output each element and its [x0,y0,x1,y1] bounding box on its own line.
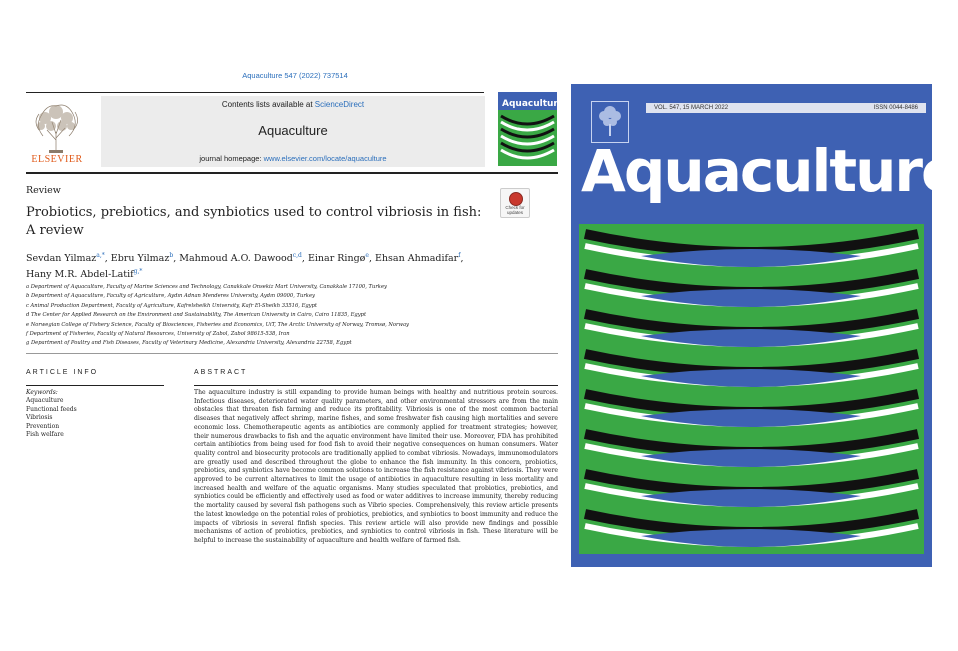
author-name[interactable]: Mahmoud A.O. Dawood [179,253,293,265]
abstract-heading: ABSTRACT [194,369,248,376]
author-name[interactable]: Hany M.R. Abdel-Latif [26,269,134,281]
journal-cover-thumbnail [498,92,564,166]
affiliation-list [26,283,546,349]
keyword: Prevention [26,422,60,430]
cover-title: Aquaculture [581,137,958,205]
affiliation: c Animal Production Department, Faculty of Agriculture, Kafrelsheikh University, Kafr El-Sheikh 33516, Egypt [26,302,318,309]
header-thick-rule [26,172,558,174]
affiliation: d The Center for Applied Research on the Environment and Sustainability, The American University in Cairo, Cairo 11835, Egypt [26,312,367,319]
header-rule [26,92,484,93]
keywords-label: Keywords: [26,389,58,396]
article-info-rule [26,385,164,386]
keywords-list [26,389,77,439]
journal-cover [571,84,958,567]
affiliation: a Department of Aquaculture, Faculty of Marine Sciences and Technology, Canakkale Onsekiz Mart University, Canakkale 17100, Turkey [26,284,387,290]
homepage-link[interactable]: www.elsevier.com/locate/aquaculture [263,154,387,163]
author-name[interactable]: Einar Ringø [307,253,366,265]
affiliation: b Department of Aquaculture, Faculty of Agriculture, Aydın Adnan Menderes University, Aydın 09000, Turkey [26,293,315,300]
check-for-updates-button[interactable]: Check for updates [500,188,530,218]
section-divider [26,353,558,354]
sciencedirect-link[interactable]: ScienceDirect [314,100,365,109]
cover-volume: VOL. 547, 15 MARCH 2022 [654,105,729,111]
citation-link[interactable]: Aquaculture 547 (2022) 737514 [242,71,348,80]
affiliation: e Norwegian College of Fishery Science, Faculty of Biosciences, Fisheries and Economics, UiT, The Arctic University of Norway, Tromsø, Norway [26,321,409,328]
author-name[interactable]: Ehsan Ahmadifar [374,253,459,265]
keyword: Aquaculture [26,397,64,405]
journal-name: Aquaculture [258,123,328,138]
keyword: Vibriosis [26,414,53,422]
article-type: Review [26,185,61,196]
cover-volume-strip [646,103,926,113]
check-updates-icon [509,192,523,206]
article-info-heading: ARTICLE INFO [26,369,99,376]
keyword: Functional feeds [26,405,77,413]
mini-cover-title: Aquaculture [502,99,564,109]
elsevier-wordmark: ELSEVIER [31,154,83,165]
contents-lists-line: Contents lists available at ScienceDirect [221,100,365,109]
abstract-rule [194,385,558,386]
journal-header-box [101,96,485,167]
keyword: Fish welfare [26,431,64,439]
cover-issn: ISSN 0044-8486 [873,105,918,111]
cover-wave-pattern [571,212,932,567]
mini-cover-art [498,92,564,166]
affiliation: f Department of Fisheries, Faculty of Natural Resources, University of Zabol, Zabol 98615-538, Iran [26,331,290,338]
author-name[interactable]: Ebru Yilmaz [110,253,170,265]
article-title: Probiotics, prebiotics, and synbiotics used to control vibriosis in fish: A review [26,205,482,238]
abstract-text: The aquaculture industry is still expanding to provide human beings with healthy and nutritious protein sources. Infectious diseases, deteriorated water quality parameters, and other environmental stressors are from the main obstacles that threaten fish farming and reduce its profitability. Vibriosis is one of the most common bacterial diseases that negatively affect shrimp, marine fishes, and some freshwater fish causing high mortalities and severe economic loss. Chemotherapeutic agents as antibiotics are commonly applied for treatment strategies; however, their numerous drawbacks to fish and the aquatic environment have limited their use. Moreover, FDA has prohibited certain antibiotics from being used for food fish to avoid their negative consequences on human consumers. Water quality control and biosecurity protocols are traditionally applied to combat vibriosis. Nowadays, immunomodulators are greatly used and described throughout the globe to enhance the fish immunity. In this concern, probiotics, prebiotics, and synbiotics have become common solutions to increase the fish resistance against vibriosis. They were approved to be current alternatives to limit the usage of antibiotics in aquaculture resulting in less mortality and increased health and welfare of the aquatic organisms. Many studies speculated that probiotics, prebiotics, and synbiotics could be efficiently and effectively used as food or water additives to increase immunity, thereby reducing the mortality caused by several fish pathogens such as Vibrio species. Comprehensively, this review article presents the latest knowledge on the potential roles of probiotics, prebiotics, and synbiotics to boost immunity and reduce the impacts of vibriosis in several finfish species. This review article will also provide new findings and possible mechanisms of action of probiotics, prebiotics, and synbiotics to control vibriosis in fish. These literature will be helpful to increase the sustainability of aquaculture and health welfare of farmed fish. [194,389,558,544]
author-name[interactable]: Sevdan Yilmaz [26,253,97,265]
affiliation: g Department of Poultry and Fish Diseases, Faculty of Veterinary Medicine, Alexandria University, Alexandria 22758, Egypt [26,340,352,347]
author-list: Sevdan Yilmaz$^{a,*}$, Ebru Yilmaz$^b$, Mahmoud A.O. Dawood$^{c,d}$, Einar Ringø$^e$, Ehsan Ahmadifar$^f$, Hany M.R. Abdel-Latif$^{g,*}$ [26,252,464,281]
journal-homepage-line: journal homepage: www.elsevier.com/locate/aquaculture [199,154,387,163]
